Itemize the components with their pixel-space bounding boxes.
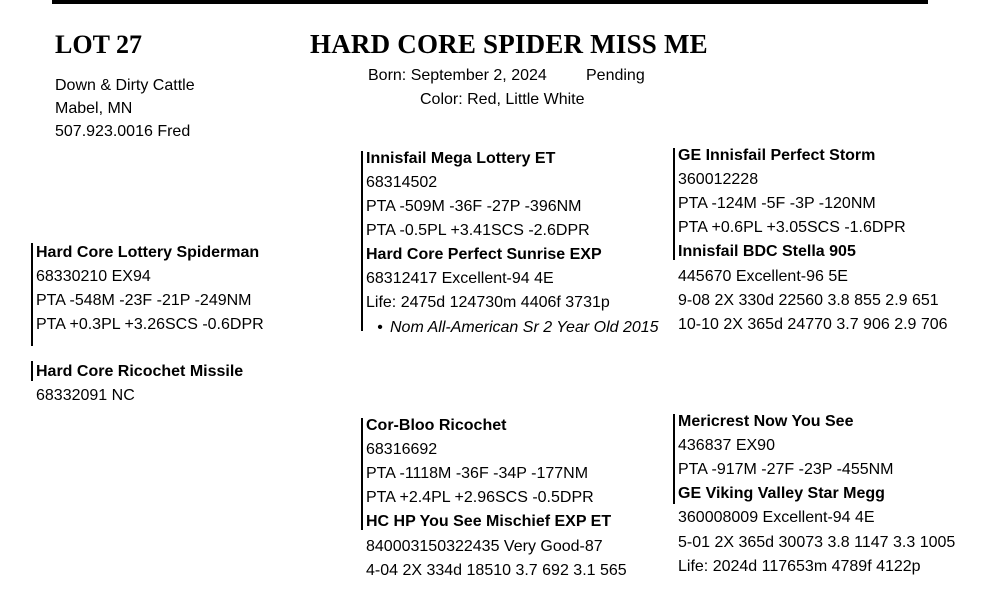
sire-sire-parents-bracket [673, 148, 675, 260]
animal-title: HARD CORE SPIDER MISS ME [310, 29, 708, 59]
sire-bracket [31, 243, 33, 346]
birth-date: Born: September 2, 2024 [368, 67, 547, 84]
sire-dam-name: Hard Core Perfect Sunrise EXP [366, 246, 602, 263]
sire-sire-pta-production: PTA -509M -36F -27P -396NM [366, 198, 582, 215]
top-rule [52, 0, 928, 4]
sire-sire-pta-health: PTA -0.5PL +3.41SCS -2.6DPR [366, 222, 590, 239]
ssd-name: Innisfail BDC Stella 905 [678, 243, 856, 260]
sss-pta-production: PTA -124M -5F -3P -120NM [678, 195, 876, 212]
dam-sire-pta-health: PTA +2.4PL +2.96SCS -0.5DPR [366, 489, 594, 506]
sire-pta-production: PTA -548M -23F -21P -249NM [36, 292, 252, 309]
breeder-location: Mabel, MN [55, 100, 133, 117]
bullet-icon: • [377, 319, 383, 336]
ssd-record-2: 10-10 2X 365d 24770 3.7 906 2.9 706 [678, 316, 948, 333]
dsd-lifetime: Life: 2024d 117653m 4789f 4122p [678, 558, 921, 575]
dam-dam-record: 4-04 2X 334d 18510 3.7 692 3.1 565 [366, 562, 627, 579]
dss-name: Mericrest Now You See [678, 413, 854, 430]
dam-dam-registration: 840003150322435 Very Good-87 [366, 538, 603, 555]
dsd-record: 5-01 2X 365d 30073 3.8 1147 3.3 1005 [678, 534, 956, 551]
dam-sire-parents-bracket [673, 414, 675, 504]
dam-registration: 68332091 NC [36, 387, 135, 404]
sire-dam-award-text: Nom All-American Sr 2 Year Old 2015 [390, 319, 659, 336]
sire-sire-registration: 68314502 [366, 174, 438, 191]
dam-sire-name: Cor-Bloo Ricochet [366, 417, 507, 434]
sire-pta-health: PTA +0.3PL +3.26SCS -0.6DPR [36, 316, 264, 333]
sss-registration: 360012228 [678, 171, 759, 188]
dsd-name: GE Viking Valley Star Megg [678, 485, 885, 502]
dam-dam-name: HC HP You See Mischief EXP ET [366, 513, 612, 530]
dsd-registration: 360008009 Excellent-94 4E [678, 509, 875, 526]
dam-sire-pta-production: PTA -1118M -36F -34P -177NM [366, 465, 589, 482]
sire-dam-registration: 68312417 Excellent-94 4E [366, 270, 554, 287]
ssd-record-1: 9-08 2X 330d 22560 3.8 855 2.9 651 [678, 292, 939, 309]
sire-dam-lifetime: Life: 2475d 124730m 4406f 3731p [366, 294, 610, 311]
animal-color: Color: Red, Little White [420, 91, 585, 108]
sire-name: Hard Core Lottery Spiderman [36, 244, 260, 261]
registration-status: Pending [586, 67, 645, 84]
sire-sire-name: Innisfail Mega Lottery ET [366, 150, 556, 167]
sss-pta-health: PTA +0.6PL +3.05SCS -1.6DPR [678, 219, 906, 236]
lot-number: LOT 27 [55, 30, 142, 59]
dam-sire-registration: 68316692 [366, 441, 438, 458]
breeder-name: Down & Dirty Cattle [55, 77, 195, 94]
ssd-registration: 445670 Excellent-96 5E [678, 268, 848, 285]
dam-name: Hard Core Ricochet Missile [36, 363, 244, 380]
breeder-phone: 507.923.0016 Fred [55, 123, 191, 140]
sire-registration: 68330210 EX94 [36, 268, 151, 285]
sire-parents-bracket [361, 151, 363, 331]
dss-pta-production: PTA -917M -27F -23P -455NM [678, 461, 894, 478]
sss-name: GE Innisfail Perfect Storm [678, 147, 876, 164]
sire-dam-award [366, 316, 659, 340]
dam-parents-bracket [361, 418, 363, 530]
dam-bracket [31, 361, 33, 381]
dss-registration: 436837 EX90 [678, 437, 775, 454]
